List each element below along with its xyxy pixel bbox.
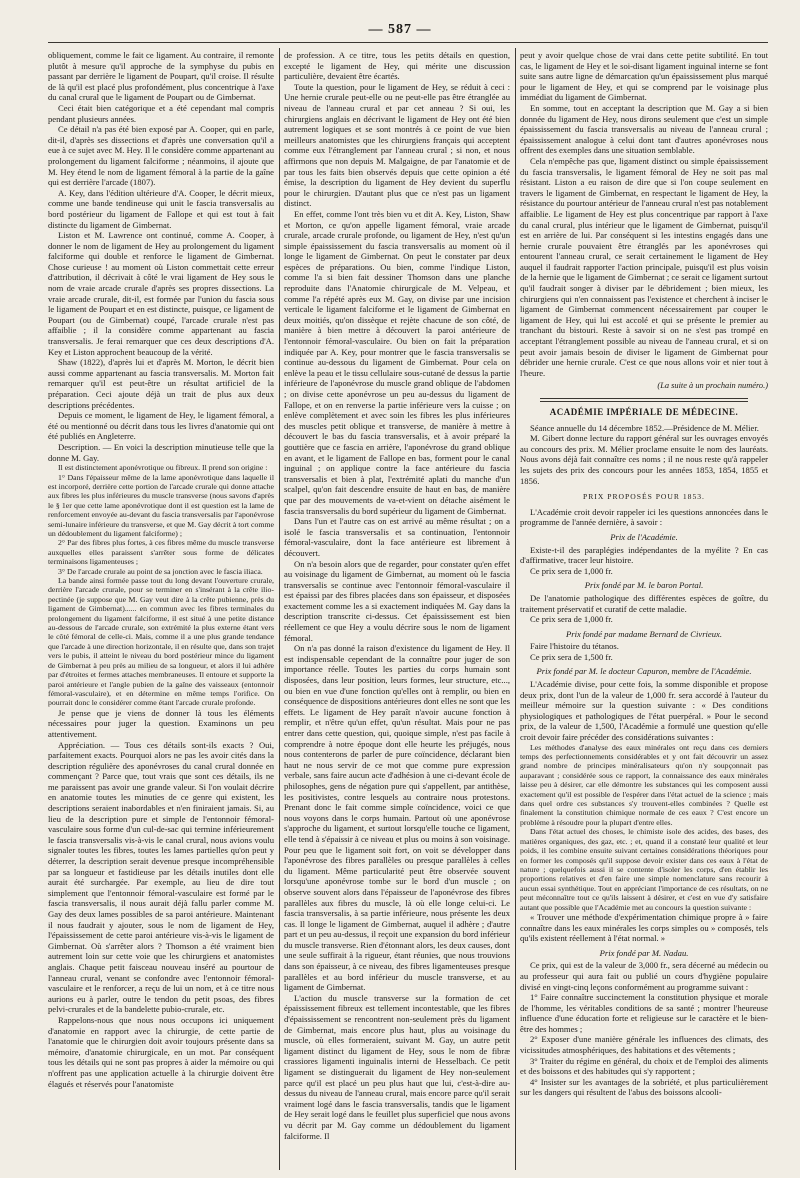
- paragraph: M. Gibert donne lecture du rapport général sur les ouvrages envoyés au concours des prix. M. Mélier proclame ensuite le nom des lauréats. Nous avons déjà fait connaître ces noms ; il ne nous reste qu'à rappeler les sujets des prix des concours pour les années 1853, 1854, 1855 et 1856.: [520, 433, 768, 486]
- paragraph: 3° Traiter du régime en général, du choix et de l'emploi des aliments et des boissons et des habitudes qui s'y rapportent ;: [520, 1055, 768, 1077]
- subheading: PRIX PROPOSÉS POUR 1853.: [583, 492, 705, 502]
- paragraph: Description. — En voici la description minutieuse telle que la donne M. Gay.: [48, 441, 274, 463]
- paragraph: Ce prix, qui est de la valeur de 3,000 fr., sera décerné au médecin ou au professeur qui aura fait ou publié un cours d'hygiène populaire divisé en vingt-cinq leçons conformément au programme suivant :: [520, 960, 768, 992]
- paragraph: 2° Par des fibres plus fortes, à ces fibres même du muscle transverse auxquelles elles paraissent s'arrêter sous forme de délicates terminaisons ligamenteuses ;: [48, 538, 274, 567]
- page-number: — 587 —: [368, 22, 432, 37]
- paragraph: Ce détail n'a pas été bien exposé par A. Cooper, qui en parle, dit-il, d'après ses dissections et d'après une conversation qu'il a eue à ce sujet avec M. Hey. Il le considère comme appartenant au prolongement du ligament falciforme ; néanmoins, il ajoute que M. Hey étend le nom de ligament fémoral à la partie de la gaîne qui est derrière l'arcade (1807).: [48, 124, 274, 188]
- paragraph: Depuis ce moment, le ligament de Hey, le ligament fémoral, a été ou mentionné ou décrit dans tous les livres d'anatomie qui ont été publiés en Angleterre.: [48, 410, 274, 442]
- prize-title: Prix de l'Académie.: [610, 531, 678, 542]
- paragraph: En somme, tout en acceptant la description que M. Gay a si bien donnée du ligament de Hey, nous dirons seulement que c'est un simple épaississement du fascia transversalis au niveau de l'anneau crural ; épaississement analogue à celui dont tant d'autres aponévroses nous offrent des exemples dans une situation semblable.: [520, 102, 768, 156]
- paragraph: peut y avoir quelque chose de vrai dans cette petite subtilité. En tout cas, le ligament de Hey et le soi-disant ligament inguinal interne se font suite sans autre ligne de démarcation qu'un épaississement plus marqué pour le ligament de Hey, et qui se comprend par le voisinage plus immédiat du ligament de Gimbernat.: [520, 50, 768, 103]
- paragraph: On n'a besoin alors que de regarder, pour constater qu'en effet au voisinage du ligament de Gimbernat, au moment où le fascia transversalis se continue avec l'entonnoir fémoral-vasculaire il est épaissi par des fibres placées dans son épaisseur, et disposées exactement comme les a si exactement indiquées M. Gay dans la description transcrite ci-dessus. Cet épaississement est bien réellement ce que Hey a voulu décrire sous le nom de ligament fémoral.: [284, 558, 510, 643]
- session-line: Séance annuelle du 14 décembre 1852.—Présidence de M. Mélier.: [530, 422, 759, 433]
- paragraph: 4° Insister sur les avantages de la sobriété, et plus particulièrement sur les dangers qui résultent de l'abus des boissons alcooli-: [520, 1076, 768, 1098]
- paragraph: Les méthodes d'analyse des eaux minérales ont reçu dans ces derniers temps des perfectionnements considérables et y ont fait découvrir un assez grand nombre de principes minéralisateurs qu'on n'y soupçonnait pas auparavant ; considérée sous ce rapport, la connaissance des eaux minérales laisse peu à désirer, car elle démontre les substances qui les composent aussi exactement qu'il est possible de l'espérer dans l'état actuel de la science ; mais dans quel ordre ces substances s'y trouvent-elles combinées ? Quelle est finalement la constitution chimique normale de ces eaux ? C'est encore un problème à résoudre pour la plupart d'entre elles.: [520, 742, 768, 827]
- prize-amount: Ce prix sera de 1,000 fr.: [530, 565, 613, 576]
- header-rule: [48, 42, 768, 43]
- paragraph: 1° Dans l'épaisseur même de la lame aponévrotique dans laquelle il est incorporé, derrière cette portion de l'arcade crurale qui donne attache aux fibres les plus inférieures du muscle transverse (nous savons d'après le § 1er que cette lame aponévrotique dont il est question est la lame de renforcement envoyée au-devant du fascia transversalis par l'aponévrose semi-lunaire inférieure du transverse, et que M. Gay décrit à tort comme un dédoublement du ligament falciforme) ;: [48, 472, 274, 538]
- prize-title: Prix fondé par M. le docteur Capuron, membre de l'Académie.: [536, 666, 752, 677]
- column-3: [520, 50, 768, 1170]
- column-2: [284, 50, 510, 1170]
- prize-amount: Ce prix sera de 1,000 fr.: [530, 614, 613, 625]
- paragraph: Faire l'histoire du tétanos.: [530, 641, 619, 652]
- paragraph: Appréciation. — Tous ces détails sont-ils exacts ? Oui, parfaitement exacts. Pourquoi alors ne pas les avoir cités dans la description régulière des aponévroses du canal crural donnée en commençant ? Parce que, tout vrais que sont ces détails, ils ne me paraissent pas avoir une grande valeur. Si l'on voulait décrire en anatomie toutes les minuties de ce genre qui existent, les descriptions seraient inabordables et n'en finiraient jamais. Si, au lieu de la description pure et simple de l'entonnoir fémoral-vasculaire sous forme d'un cul-de-sac qui termine inférieurement le fascia transversalis vis-à-vis le canal crural, nous avions voulu signaler toutes les fibres, toutes les lames partielles qu'on peut y déterrer, la description serait devenue presque incompréhensible par sa longueur et fastidieuse par les détails inutiles dont elle aurait été surchargée. Par exemple, au lieu de dire tout simplement que l'entonnoir fémoral-vasculaire est formé par le fascia transversalis, il nous aurait déjà fallu parler comme M. Gay des deux lames possibles de sa paroi antérieure. Maintenant il nous faudrait y ajouter, sous le nom de ligament de Hey, l'épaississement de cette paroi antérieure vis-à-vis le ligament de Gimbernat. Où s'arrêter alors ? Thomson a été vraiment bien autrement loin sur cette voie que les chirurgiens et anatomistes anglais. Chaque petit faisceau nouveau inséré au pourtour de l'anneau crural, venant se confondre avec l'entonnoir fémoral-vasculaire et le renforcer, a reçu de lui un nom, et à ce titre nous aurions eu à parler, outre le tendon du petit psoas, des fibres pelvi-crurales et de la bandelette pubio-crurale, etc.: [48, 739, 274, 1015]
- prize-title: Prix fondé par M. le baron Portal.: [584, 580, 704, 591]
- column-divider: [279, 48, 280, 1170]
- paragraph: En effet, comme l'ont très bien vu et dit A. Key, Liston, Shaw et Morton, ce qu'on appelle ligament fémoral, vraie arcade crurale, arcade crurale profonde, ou ligament de Hey, n'est qu'un simple épaississement du fascia transversalis au moment où il longe le ligament de Gimbernat. On peut le constater par deux espèces de préparations. Ou bien, comme l'indique Liston, comme l'a si bien fait dessiner Thomson dans une planche reproduite dans l'Anatomie chirurgicale de M. Velpeau, et comme l'a répété après eux M. Gay, on divise par une incision verticale le ligament falciforme et le ligament de Gimbernat en deux moitiés, qu'on dissèque et rejète chacune de son côté, de manière à bien mettre à découvert la paroi antérieure de l'entonnoir fémoral-vasculaire. Ou bien on fait la préparation indiquée par A. Key, pour montrer que le fascia transversalis se continue au-dessous du ligament de Gimbernat. Pour cela on enlève la peau et le tissu cellulaire sous-cutané de dessus la partie inférieure de l'aponévrose du muscle grand oblique de l'abdomen ; on divise cette aponévrose un peu au-dessus du ligament de Fallope, et on en renverse la partie inférieure vers la cuisse ; on enlève complètement et avec soin les fibres les plus inférieures des muscles petit oblique et transverse, de manière à mettre à découvert le bas du fascia transversalis, et à avoir préparé la gouttière que ce fascia en arrière, l'aponévrose du grand oblique en avant, et le ligament de Fallope en bas, forment pour le canal inguinal ; on applique contre la face antérieure du fascia transversalis et bien à plat, l'extrémité aplati du manche d'un scalpel, qu'on fait descendre ensuite de haut en bas, de manière que par des mouvements de va-et-vient on détache aisément le fascia transversalis du bord supérieur du ligament de Gimbernat.: [284, 208, 510, 516]
- paragraph: A. Key, dans l'édition ultérieure d'A. Cooper, le décrit mieux, comme une bande tendineuse qui unit le fascia transversalis au bord postérieur du ligament de Fallope et qui est tout à fait distincte du ligament de Gimbernat.: [48, 187, 274, 230]
- paragraph: 2° Exposer d'une manière générale les influences des climats, des vicissitudes atmosphériques, des habitations et des vêtements ;: [520, 1034, 768, 1056]
- paragraph: La bande ainsi formée passe tout du long devant l'ouverture crurale, derrière l'arcade crurale, pour se terminer en s'insérant à la crête ilio-pectinée (je suppose que M. Gay veut dire à la crête pubienne, près du ligament de Gimbernat)...... en commun avec les fibres terminales du prolongement du ligament falciforme, il est situé à une petite distance au-dessous de l'arcade crurale, son extrémité la plus externe étant vers le côté fémoral de celle-ci. Mais, comme il a une plus grande tendance que l'arcade à une direction horizontale, il en résulte que, dans son trajet vers le pubis, il atteint le niveau du bord postérieur mince du ligament de Gimbernat à peu près au milieu de sa longueur, et alors il lui adhère par d'étroites et fermes attaches membraneuses. Il entoure et supporte la paroi antérieure et l'angle pubien de la gaîne des vaisseaux (entonnoir fémoral-vasculaire), et en détermine en même temps l'orifice. On pourrait donc le considérer comme étant l'arcade crurale profonde.: [48, 576, 274, 708]
- paragraph: Rappelons-nous que nous nous occupons ici uniquement d'anatomie en rapport avec la chirurgie, de cette partie de l'anatomie que le chirurgien doit avoir toujours présente dans sa mémoire, d'anatomie chirurgicale, en un mot. Par conséquent tous les détails qui ne sont pas propres à aider la mémoire ou qui n'offrent pas une application actuelle à la chirurgie doivent être élagués et réservés pour l'anatomiste: [48, 1014, 274, 1089]
- section-rule: [540, 398, 748, 399]
- column-divider: [515, 48, 516, 1170]
- prize-title: Prix fondé par M. Nadau.: [599, 947, 689, 958]
- paragraph: Je pense que je viens de donner là tous les éléments nécessaires pour juger la question. Examinons un peu attentivement.: [48, 707, 274, 739]
- paragraph: Shaw (1822), d'après lui et d'après M. Morton, le décrit bien aussi comme appartenant au fascia transversalis. M. Morton fait remarquer qu'il est peut-être un résultat artificiel de la préparation. Ceci ajoute déjà un trait de plus aux deux descriptions précédentes.: [48, 357, 274, 410]
- prize-amount: Ce prix sera de 1,500 fr.: [530, 651, 613, 662]
- paragraph: L'Académie croit devoir rappeler ici les questions annoncées dans le programme de l'année dernière, à savoir :: [520, 506, 768, 528]
- paragraph: L'Académie divise, pour cette fois, la somme disponible et propose deux prix, dont l'un de la valeur de 1,000 fr. sera accordé à l'auteur du meilleur mémoire sur la question suivante : « Des conditions physiologiques et pathologiques de l'état puerpéral. » Pour le second prix, de la valeur de 1,500, l'Académie a formulé une question qu'elle croit devoir faire précéder des considérations suivantes :: [520, 679, 768, 743]
- paragraph: Dans l'état actuel des choses, le chimiste isole des acides, des bases, des matières organiques, des gaz, etc. ; et, quand il a constaté leur qualité et leur poids, il les combine ensuite suivant certaines considérations théoriques pour en former les composés qu'il suppose devoir exister dans ces eaux à l'état de nature ; quelquefois aussi il se contente d'isoler les corps, d'en établir les proportions relatives et d'en faire une simple nomenclature sans recourir à aucun essai synthétique. Tout en appréciant l'importance de ces résultats, on ne peut méconnaître tout ce qu'ils laissent à désirer, et c'est en vue d'y satisfaire autant que possible que l'Académie met au concours la question suivante :: [520, 827, 768, 912]
- paragraph: « Trouver une méthode d'expérimentation chimique propre à » faire connaître dans les eaux minérales les corps simples ou » composés, tels qu'ils existent réellement à l'état normal. »: [520, 911, 768, 944]
- continuation-note: (La suite à un prochain numéro.): [657, 381, 768, 391]
- paragraph: Il est distinctement aponévrotique ou fibreux. Il prend son origine :: [58, 463, 268, 473]
- paragraph: Ceci était bien catégorique et a été cependant mal compris pendant plusieurs années.: [48, 102, 274, 124]
- paragraph: Toute la question, pour le ligament de Hey, se réduit à ceci : Une hernie crurale peut-elle ou ne peut-elle pas être étranglée au niveau de l'anneau crural et par cet anneau ? Si oui, les chirurgiens anglais en décrivant le ligament de Hey ont été bien autrement logiques et se sont montrés à ce point de vue bien meilleurs anatomistes que les chirurgiens français qui acceptent comme eux l'étranglement par l'anneau crural ; si non, et nous affirmons que non depuis M. Malgaigne, de par l'anatomie et de par tous les faits bien observés depuis que cette opinion a été émise, la description du ligament de Hey devient du superflu pour le chirurgien. D'autant plus que ce n'est pas un ligament distinct.: [284, 81, 510, 209]
- paragraph: Cela n'empêche pas que, ligament distinct ou simple épaississement du fascia transversalis, le ligament fémoral de Hey ne soit pas mal résistant. Liston a eu raison de dire que si l'on coupe seulement en travers le ligament de Gimbernat, en respectant le ligament de Hey, la résistance du pourtour antérieur de l'anneau crural n'est pas notablement affaiblie. Le ligament de Hey est plus concentrique par rapport à l'axe du canal crural, plus intérieur que le ligament de Gimbernat, puisqu'il est en arrière de lui. Par conséquent si les intestins engagés dans une hernie crurale pouvaient être étranglés par les aponévroses qui entourent l'anneau crural, ce serait certainement le ligament de Hey auquel il faudrait rapporter l'action principale, puisqu'il est plus voisin de la hernie que le ligament de Gimbernat ; ce serait ce ligament surtout qu'il faudrait songer à diviser par le débridement ; bien mieux, les chirurgiens qui n'en connaissent pas l'existence et cherchent à inciser le ligament de Gimbernat commencent nécessairement par couper le ligament de Hey, qui lui est accolé et qui se présente le premier au tranchant du bistouri. Reste à savoir si on ne s'est pas trompé en acceptant l'étranglement possible au niveau de l'anneau crural, et si on peut avoir jamais besoin de diviser le ligament de Gimbernat pour débrider une hernie crurale. C'est ce que nous allons voir et nier tout à l'heure.: [520, 155, 768, 378]
- section-rule: [540, 401, 748, 402]
- prize-title: Prix fondé par madame Bernard de Civrieux.: [565, 628, 722, 639]
- paragraph: Liston et M. Lawrence ont continué, comme A. Cooper, à donner le nom de ligament de Hey au prolongement du ligament falciforme qui double et renforce le ligament de Gimbernat. Chose curieuse ! au moment où Liston commettait cette erreur d'attribution, il décrivait à côté le vrai ligament de Hey sous le nom de vraie arcade crurale d'après ses propres dissections. La vraie arcade crurale, dit-il, est formée par l'union du fascia sous le ligament de Poupart et en est distincte, puisque, ce ligament de Poupart (ou de Gimbernat) coupé, l'arcade crurale n'est pas affaiblie ; il la considère comme appartenant au fascia transversalis. Je ferai remarquer que ces deux descriptions d'A. Key et Liston approchent beaucoup de la vérité.: [48, 230, 274, 357]
- paragraph: obliquement, comme le fait ce ligament. Au contraire, il remonte plutôt à mesure qu'il approche de la symphyse du pubis en passant par derrière le ligament de Poupart, qu'il croise. Il résulte de là qu'il est placé plus profondément, plus concentrique à l'axe du canal crural que le ligament de Poupart ou de Gimbernat.: [48, 50, 274, 103]
- column-1: [48, 50, 274, 1170]
- paragraph: 3° De l'arcade crurale au point de sa jonction avec le fascia iliaca.: [58, 566, 263, 576]
- paragraph: Existe-t-il des paraplégies indépendantes de la myélite ? En cas d'affirmative, tracer leur histoire.: [520, 544, 768, 566]
- paragraph: L'action du muscle transverse sur la formation de cet épaississement fibreux est tellement incontestable, que les fibres d'épaississement se rencontrent non-seulement près du ligament de Gimbernat, mais encore plus haut, plus au voisinage du muscle, où elles formeraient, suivant M. Gay, un autre petit ligament distinct du ligament de Hey, sous le nom de fibræ crassiores ligamenti inguinalis interni de Hesselbach. Ce petit ligament se distinguerait du ligament de Hey non-seulement parce qu'il est placé un peu plus haut que lui, c'est-à-dire au-dessus du niveau de l'anneau crural, mais encore parce qu'il serait vraiment logé dans le fascia transversalis, tandis que le ligament de Hey serait logé dans le feuillet plus superficiel que nous avons vu décrit par M. Gay comme un dédoublement du ligament falciforme. Il: [284, 992, 510, 1141]
- paragraph: Dans l'un et l'autre cas on est arrivé au même résultat ; on a isolé le fascia transversalis et sa continuation, l'entonnoir fémoral-vasculaire, dont la face antérieure est librement à découvert.: [284, 516, 510, 558]
- paragraph: On n'a pas donné la raison d'existence du ligament de Hey. Il est indispensable cependant de la connaître pour juger de son importance réelle. Toutes les parties du corps humain sont disposées, dans leur position, leurs formes, leur structure, etc..., ou bien en vue d'une fonction qu'elles ont à remplir, ou bien en conséquence de dispositions antérieures dont elles ne sont que les effets. Le ligament de Hey paraît n'avoir aucune fonction à remplir, et n'être qu'un effet, qu'un résultat. Mais pour ne pas entrer dans cette question, qui, quoique simple, n'est pas facile à comprendre à notre époque dont elle heurte les préjugés, nous nous contenterons de parler de pure coïncidence, déclarant bien haut ne nous servir de ce mot que comme pure expression verbale, sans faire aucun acte d'adhésion à une ci-devant école de philosophes, gens de négation pure qui s'appellent, par antithèse, les positivistes, contre lesquels au contraire nous protestons. Prenant donc le fait comme simple coïncidence, voici ce que nous voyons dans le corps humain. Partout où une aponévrose s'approche du ligament, et surtout lorsqu'elle touche ce ligament, elle tend à s'épaissir à ce niveau et plus ou moins à son voisinage. Pour peu que le ligament soit fort, on voit se développer dans l'aponévrose des fibres parallèles ou presque parallèles à celles du ligament. Même particularité peut être observée souvent lorsqu'une aponévrose tombe sur le bord d'un muscle ; on observe souvent alors dans l'épaisseur de l'aponévrose des fibres parallèles aux fibres du muscle, là où elle longe celui-ci. Le fascia transversalis, à sa partie inférieure, nous présente les deux cas. Il longe le ligament de Gimbernat, auquel il adhère ; d'autre part et un peu au-dessus, il reçoit une expansion du bord inférieur du muscle transverse. Rien d'étonnant alors, les deux causes, dont une seule suffirait à la rigueur, étant réunies, que nous trouvions dans son épaisseur, à ce niveau, des fibres ligamenteuses presque parallèles et au bord inférieur du muscle transverse, et au ligament de Gimbernat.: [284, 643, 510, 993]
- paragraph: 1° Faire connaître succinctement la constitution physique et morale de l'homme, les véritables conditions de sa santé ; montrer l'heureuse influence d'une éducation forte et religieuse sur le caractère et le bien-être des hommes ;: [520, 992, 768, 1034]
- paragraph: de profession. A ce titre, tous les petits détails en question, excepté le ligament de Hey, qui mérite une discussion particulière, devaient être écartés.: [284, 50, 510, 82]
- section-heading: ACADÉMIE IMPÉRIALE DE MÉDECINE.: [549, 407, 739, 417]
- paragraph: De l'anatomie pathologique des différentes espèces de goître, du traitement préservatif et curatif de cette maladie.: [520, 592, 768, 614]
